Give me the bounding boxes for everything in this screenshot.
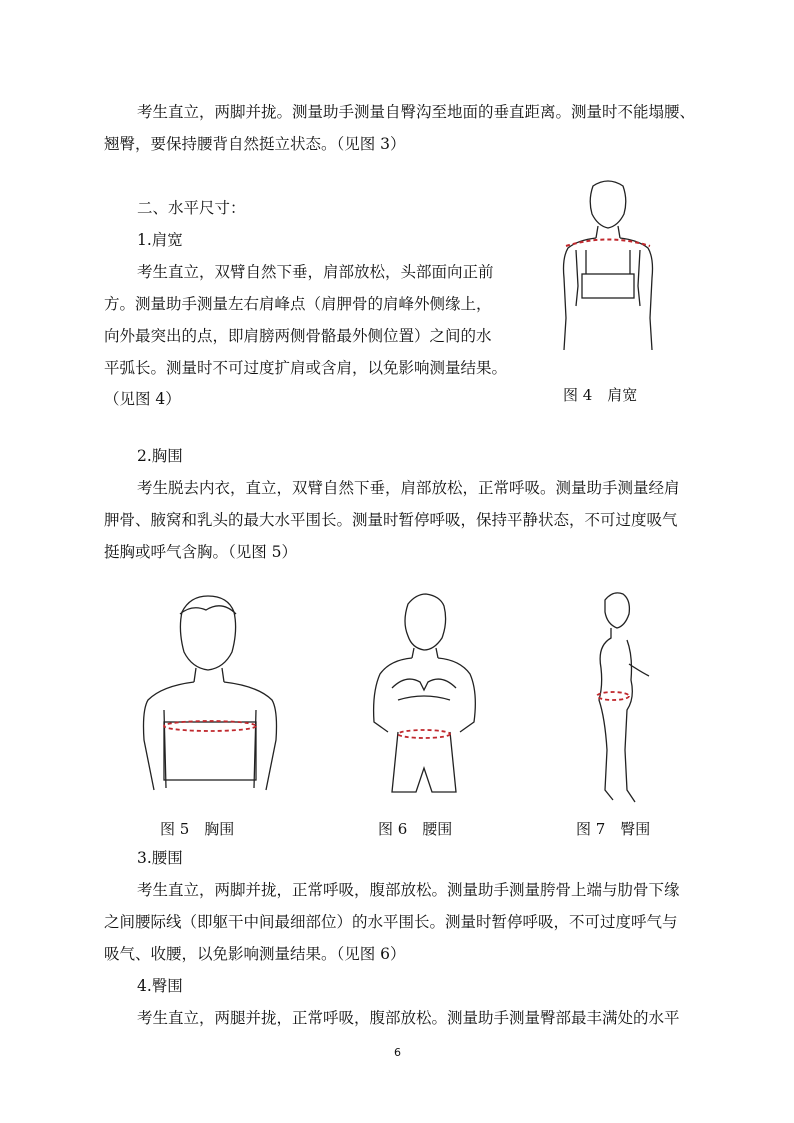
section-heading: 二、水平尺寸：: [137, 199, 246, 217]
paragraph-line: 考生直立，两脚并拢。测量助手测量自臀沟至地面的垂直距离。测量时不能塌腰、: [137, 103, 696, 121]
paragraph-line: 平弧长。测量时不可过度扩肩或含肩，以免影响测量结果。: [104, 359, 508, 377]
paragraph-line: 考生直立，两腿并拢，正常呼吸，腹部放松。测量助手测量臀部最丰满处的水平: [137, 1009, 680, 1027]
paragraph-line: 胛骨、腋窝和乳头的最大水平围长。测量时暂停呼吸，保持平静状态，不可过度吸气: [104, 511, 678, 529]
figure-waist: [362, 592, 486, 814]
hip-figure-illustration: [583, 590, 673, 812]
figure-chest: [140, 590, 280, 812]
figure-hip: [583, 590, 673, 812]
subsection-heading: 3.腰围: [137, 849, 183, 867]
figure-caption: 图 6 腰围: [378, 820, 453, 838]
chest-figure-illustration: [140, 590, 280, 812]
paragraph-line: 方。测量助手测量左右肩峰点（肩胛骨的肩峰外侧缘上，: [104, 295, 492, 313]
paragraph-line: 考生脱去内衣，直立，双臂自然下垂，肩部放松，正常呼吸。测量助手测量经肩: [137, 479, 680, 497]
shoulder-figure-illustration: [548, 178, 668, 356]
paragraph-line: 吸气、收腰，以免影响测量结果。（见图 6）: [104, 945, 406, 963]
paragraph-line: 之间腰际线（即躯干中间最细部位）的水平围长。测量时暂停呼吸，不可过度呼气与: [104, 913, 678, 931]
subsection-heading: 4.臀围: [137, 977, 183, 995]
paragraph-line: （见图 4）: [104, 390, 181, 408]
subsection-heading: 1.肩宽: [137, 231, 183, 249]
paragraph-line: 翘臀，要保持腰背自然挺立状态。（见图 3）: [104, 135, 406, 153]
figure-caption: 图 7 臀围: [576, 820, 651, 838]
page-number: 6: [394, 1046, 401, 1059]
paragraph-line: 向外最突出的点，即肩膀两侧骨骼最外侧位置）之间的水: [104, 327, 492, 345]
paragraph-line: 挺胸或呼气含胸。（见图 5）: [104, 543, 298, 561]
figure-caption: 图 5 胸围: [160, 820, 235, 838]
figure-caption: 图 4 肩宽: [563, 386, 638, 404]
paragraph-line: 考生直立，双臂自然下垂，肩部放松，头部面向正前: [137, 263, 494, 281]
waist-figure-illustration: [362, 592, 486, 814]
paragraph-line: 考生直立，两脚并拢，正常呼吸，腹部放松。测量助手测量胯骨上端与肋骨下缘: [137, 881, 680, 899]
figure-shoulder-width: [548, 178, 668, 356]
subsection-heading: 2.胸围: [137, 447, 183, 465]
